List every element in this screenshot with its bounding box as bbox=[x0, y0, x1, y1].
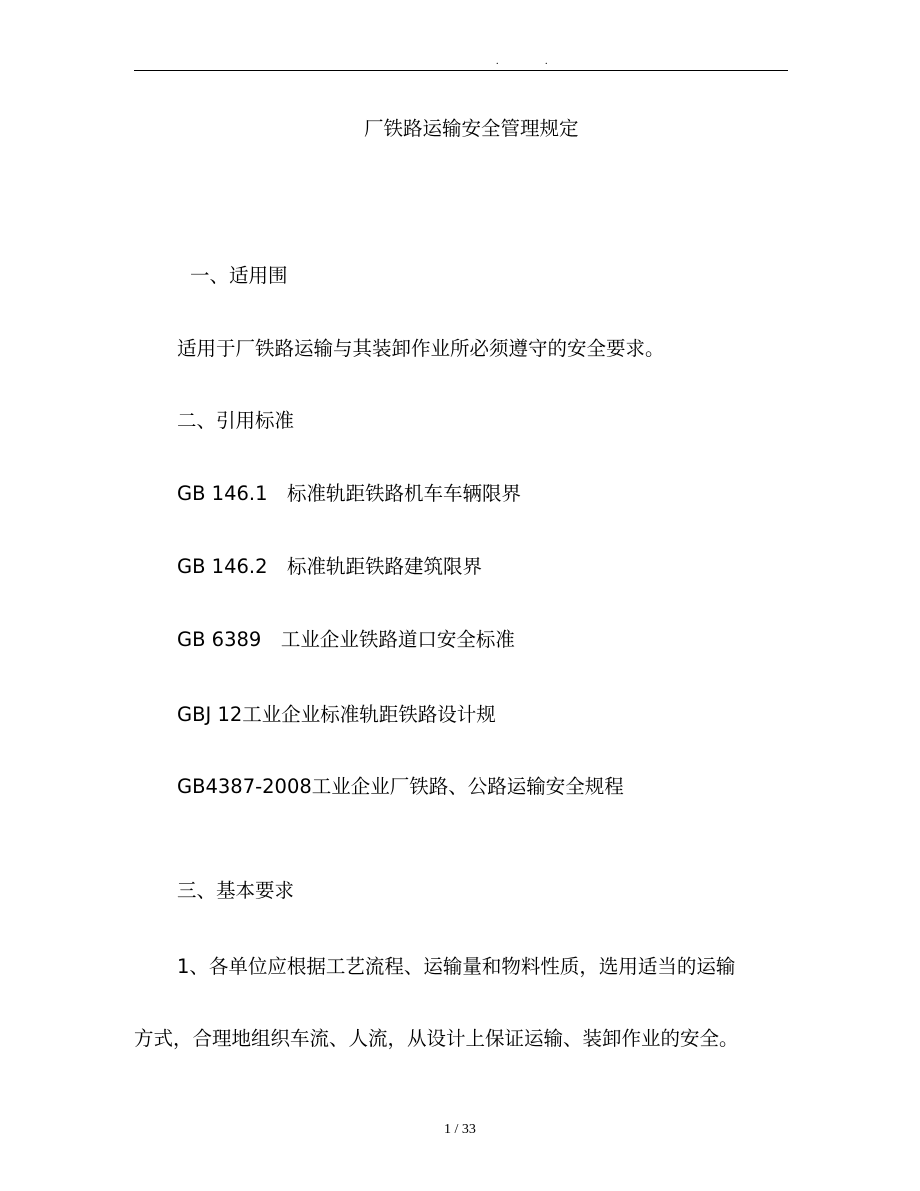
section-heading-scope: 一、适用围 bbox=[190, 264, 288, 287]
paragraph-scope: 适用于厂铁路运输与其装卸作业所必须遵守的安全要求。 bbox=[177, 337, 665, 360]
reference-item: GB 146.2 标准轨距铁路建筑限界 bbox=[177, 555, 483, 578]
reference-item: GBJ 12工业企业标准轨距铁路设计规 bbox=[177, 703, 496, 726]
page-number: 1 / 33 bbox=[444, 1122, 476, 1137]
reference-item: GB4387-2008工业企业厂铁路、公路运输安全规程 bbox=[177, 775, 624, 798]
header-dots: . . bbox=[496, 56, 570, 67]
reference-item: GB 6389 工业企业铁路道口安全标准 bbox=[177, 628, 515, 651]
paragraph-line: 方式，合理地组织车流、人流，从设计上保证运输、装卸作业的安全。 bbox=[134, 1027, 739, 1050]
paragraph-line: 1、各单位应根据工艺流程、运输量和物料性质，选用适当的运输 bbox=[177, 955, 736, 978]
reference-item: GB 146.1 标准轨距铁路机车车辆限界 bbox=[177, 482, 522, 505]
section-heading-references: 二、引用标准 bbox=[177, 409, 295, 432]
document-title: 厂铁路运输安全管理规定 bbox=[364, 117, 579, 140]
header-rule bbox=[134, 70, 788, 71]
section-heading-basic-requirements: 三、基本要求 bbox=[177, 879, 295, 902]
